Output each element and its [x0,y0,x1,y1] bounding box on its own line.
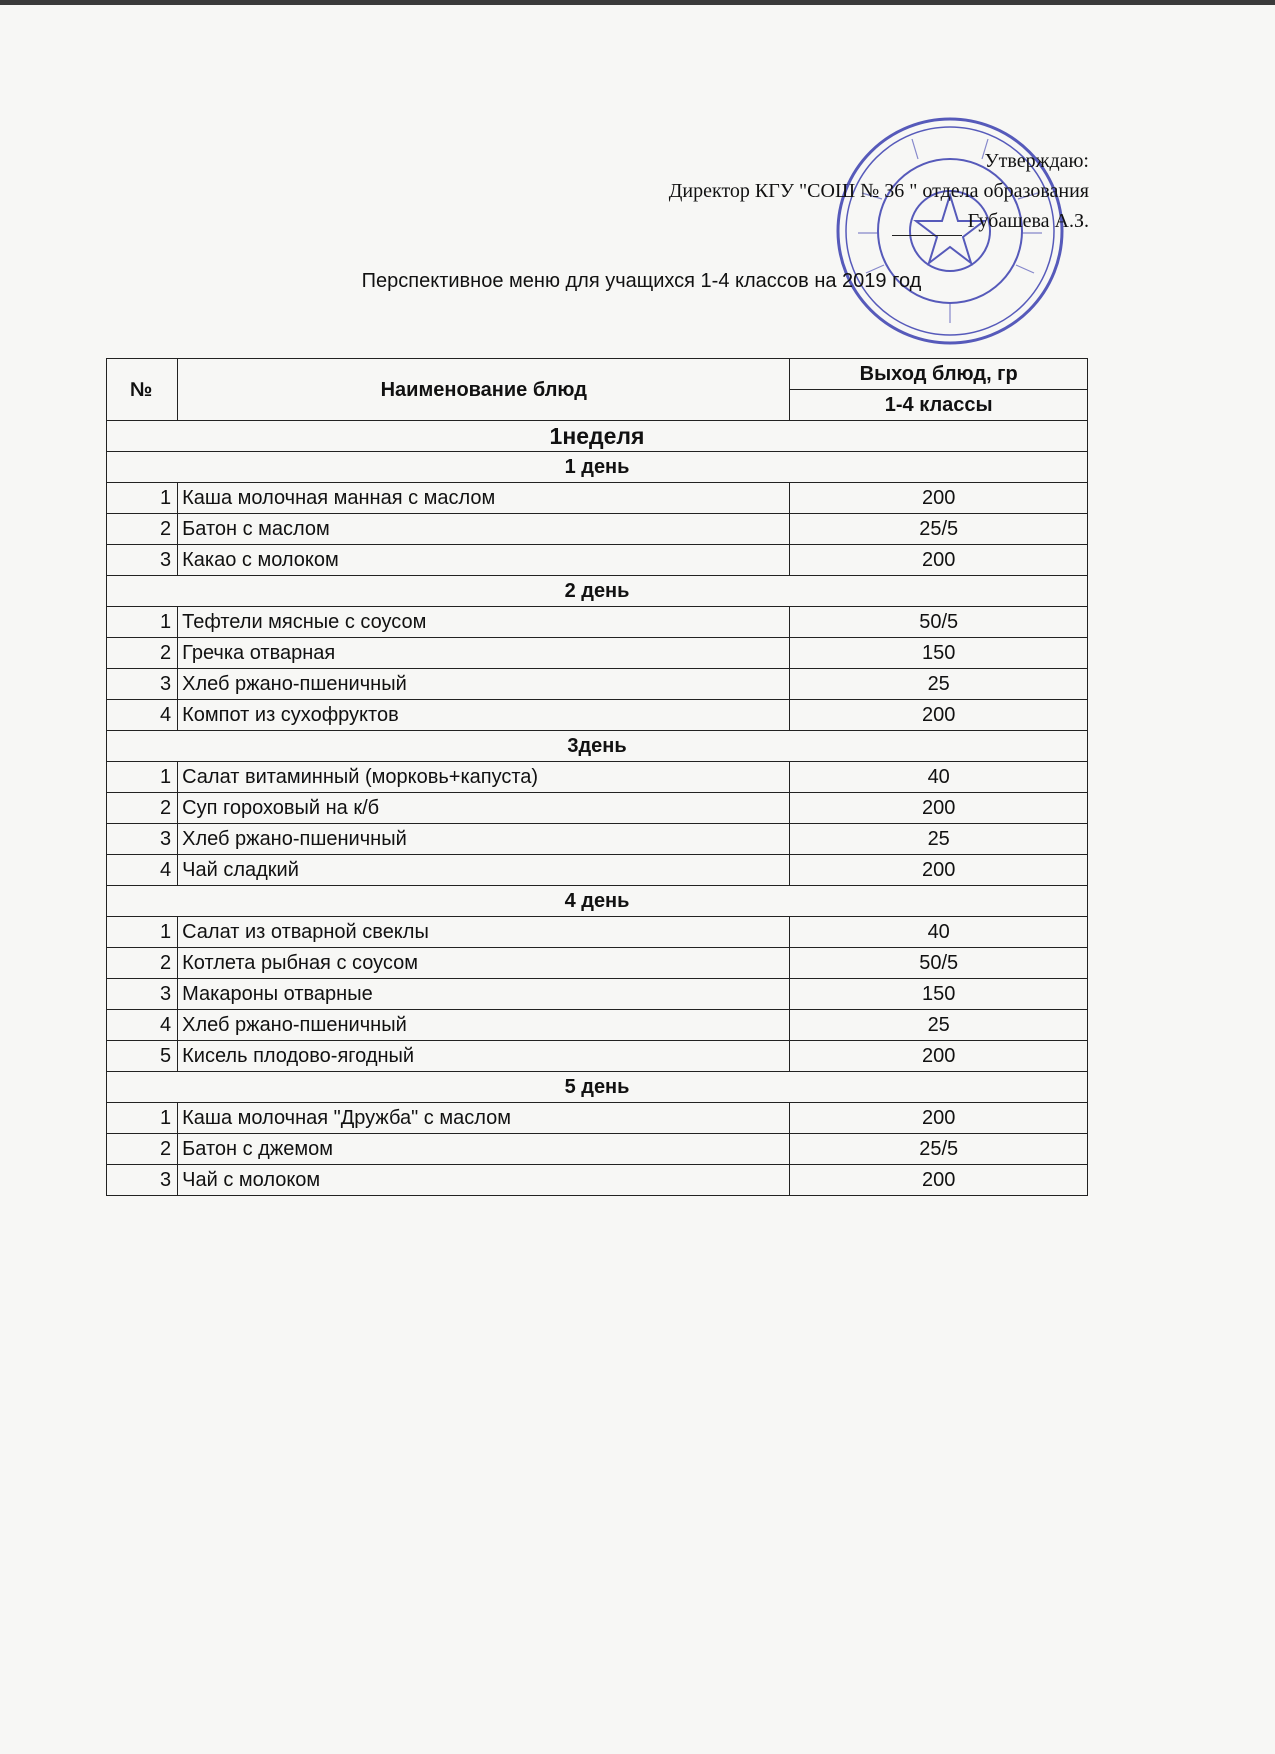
day-label: 3день [107,731,1088,762]
table-row [107,514,1088,545]
item-number: 3 [107,824,178,855]
dish-output: 50/5 [790,948,1088,979]
dish-output: 200 [790,1103,1088,1134]
day-label: 1 день [107,452,1088,483]
table-row [107,979,1088,1010]
dish-output: 50/5 [790,607,1088,638]
day-label: 4 день [107,886,1088,917]
table-row [107,669,1088,700]
dish-name: Тефтели мясные с соусом [178,607,790,638]
dish-name: Какао с молоком [178,545,790,576]
table-row [107,917,1088,948]
dish-output: 200 [790,483,1088,514]
item-number: 1 [107,483,178,514]
scan-edge [0,0,1275,5]
dish-name: Компот из сухофруктов [178,700,790,731]
dish-output: 150 [790,638,1088,669]
item-number: 2 [107,948,178,979]
table-row [107,1041,1088,1072]
col-header-number: № [107,359,178,421]
dish-output: 200 [790,793,1088,824]
table-row [107,1165,1088,1196]
table-row [107,607,1088,638]
dish-name: Гречка отварная [178,638,790,669]
dish-name: Чай сладкий [178,855,790,886]
dish-name: Салат из отварной свеклы [178,917,790,948]
dish-name: Кисель плодово-ягодный [178,1041,790,1072]
table-row [107,948,1088,979]
dish-output: 40 [790,917,1088,948]
dish-output: 200 [790,1041,1088,1072]
item-number: 4 [107,700,178,731]
col-header-output: Выход блюд, гр [790,359,1088,390]
dish-output: 200 [790,545,1088,576]
table-row [107,793,1088,824]
item-number: 1 [107,1103,178,1134]
approval-position: Директор КГУ "СОШ № 36 " отдела образования [668,180,1089,202]
dish-name: Батон с маслом [178,514,790,545]
item-number: 1 [107,917,178,948]
item-number: 1 [107,762,178,793]
dish-name: Суп гороховый на к/б [178,793,790,824]
item-number: 4 [107,1010,178,1041]
menu-table [106,358,1088,1196]
dish-output: 200 [790,1165,1088,1196]
approval-heading: Утверждаю: [984,150,1089,172]
item-number: 3 [107,979,178,1010]
dish-name: Хлеб ржано-пшеничный [178,669,790,700]
dish-output: 25 [790,1010,1088,1041]
table-row [107,700,1088,731]
dish-name: Хлеб ржано-пшеничный [178,824,790,855]
table-row [107,1103,1088,1134]
col-header-name: Наименование блюд [178,359,790,421]
dish-name: Макароны отварные [178,979,790,1010]
dish-name: Каша молочная манная с маслом [178,483,790,514]
dish-output: 25 [790,669,1088,700]
col-header-output-sub: 1-4 классы [790,390,1088,421]
dish-output: 200 [790,700,1088,731]
table-row [107,1010,1088,1041]
dish-output: 150 [790,979,1088,1010]
item-number: 5 [107,1041,178,1072]
item-number: 2 [107,793,178,824]
signature-line [892,217,962,236]
approval-signature [669,206,1089,236]
page-title: Перспективное меню для учащихся 1-4 классов на 2019 год [361,270,922,292]
dish-name: Хлеб ржано-пшеничный [178,1010,790,1041]
dish-name: Салат витаминный (морковь+капуста) [178,762,790,793]
dish-output: 200 [790,855,1088,886]
dish-name: Батон с джемом [178,1134,790,1165]
item-number: 1 [107,607,178,638]
table-row [107,855,1088,886]
table-row [107,638,1088,669]
dish-name: Котлета рыбная с соусом [178,948,790,979]
item-number: 2 [107,514,178,545]
day-label: 2 день [107,576,1088,607]
table-row [107,762,1088,793]
dish-name: Чай с молоком [178,1165,790,1196]
dish-output: 25/5 [790,1134,1088,1165]
dish-output: 25/5 [790,514,1088,545]
approval-block [669,146,1089,236]
item-number: 4 [107,855,178,886]
item-number: 3 [107,669,178,700]
table-row [107,545,1088,576]
approval-name: Губашева А.З. [967,210,1089,232]
dish-name: Каша молочная "Дружба" с маслом [178,1103,790,1134]
item-number: 2 [107,1134,178,1165]
dish-output: 40 [790,762,1088,793]
table-row [107,1134,1088,1165]
item-number: 3 [107,1165,178,1196]
day-label: 5 день [107,1072,1088,1103]
table-row [107,824,1088,855]
item-number: 3 [107,545,178,576]
week-label: 1неделя [107,421,1088,452]
item-number: 2 [107,638,178,669]
table-row [107,483,1088,514]
dish-output: 25 [790,824,1088,855]
